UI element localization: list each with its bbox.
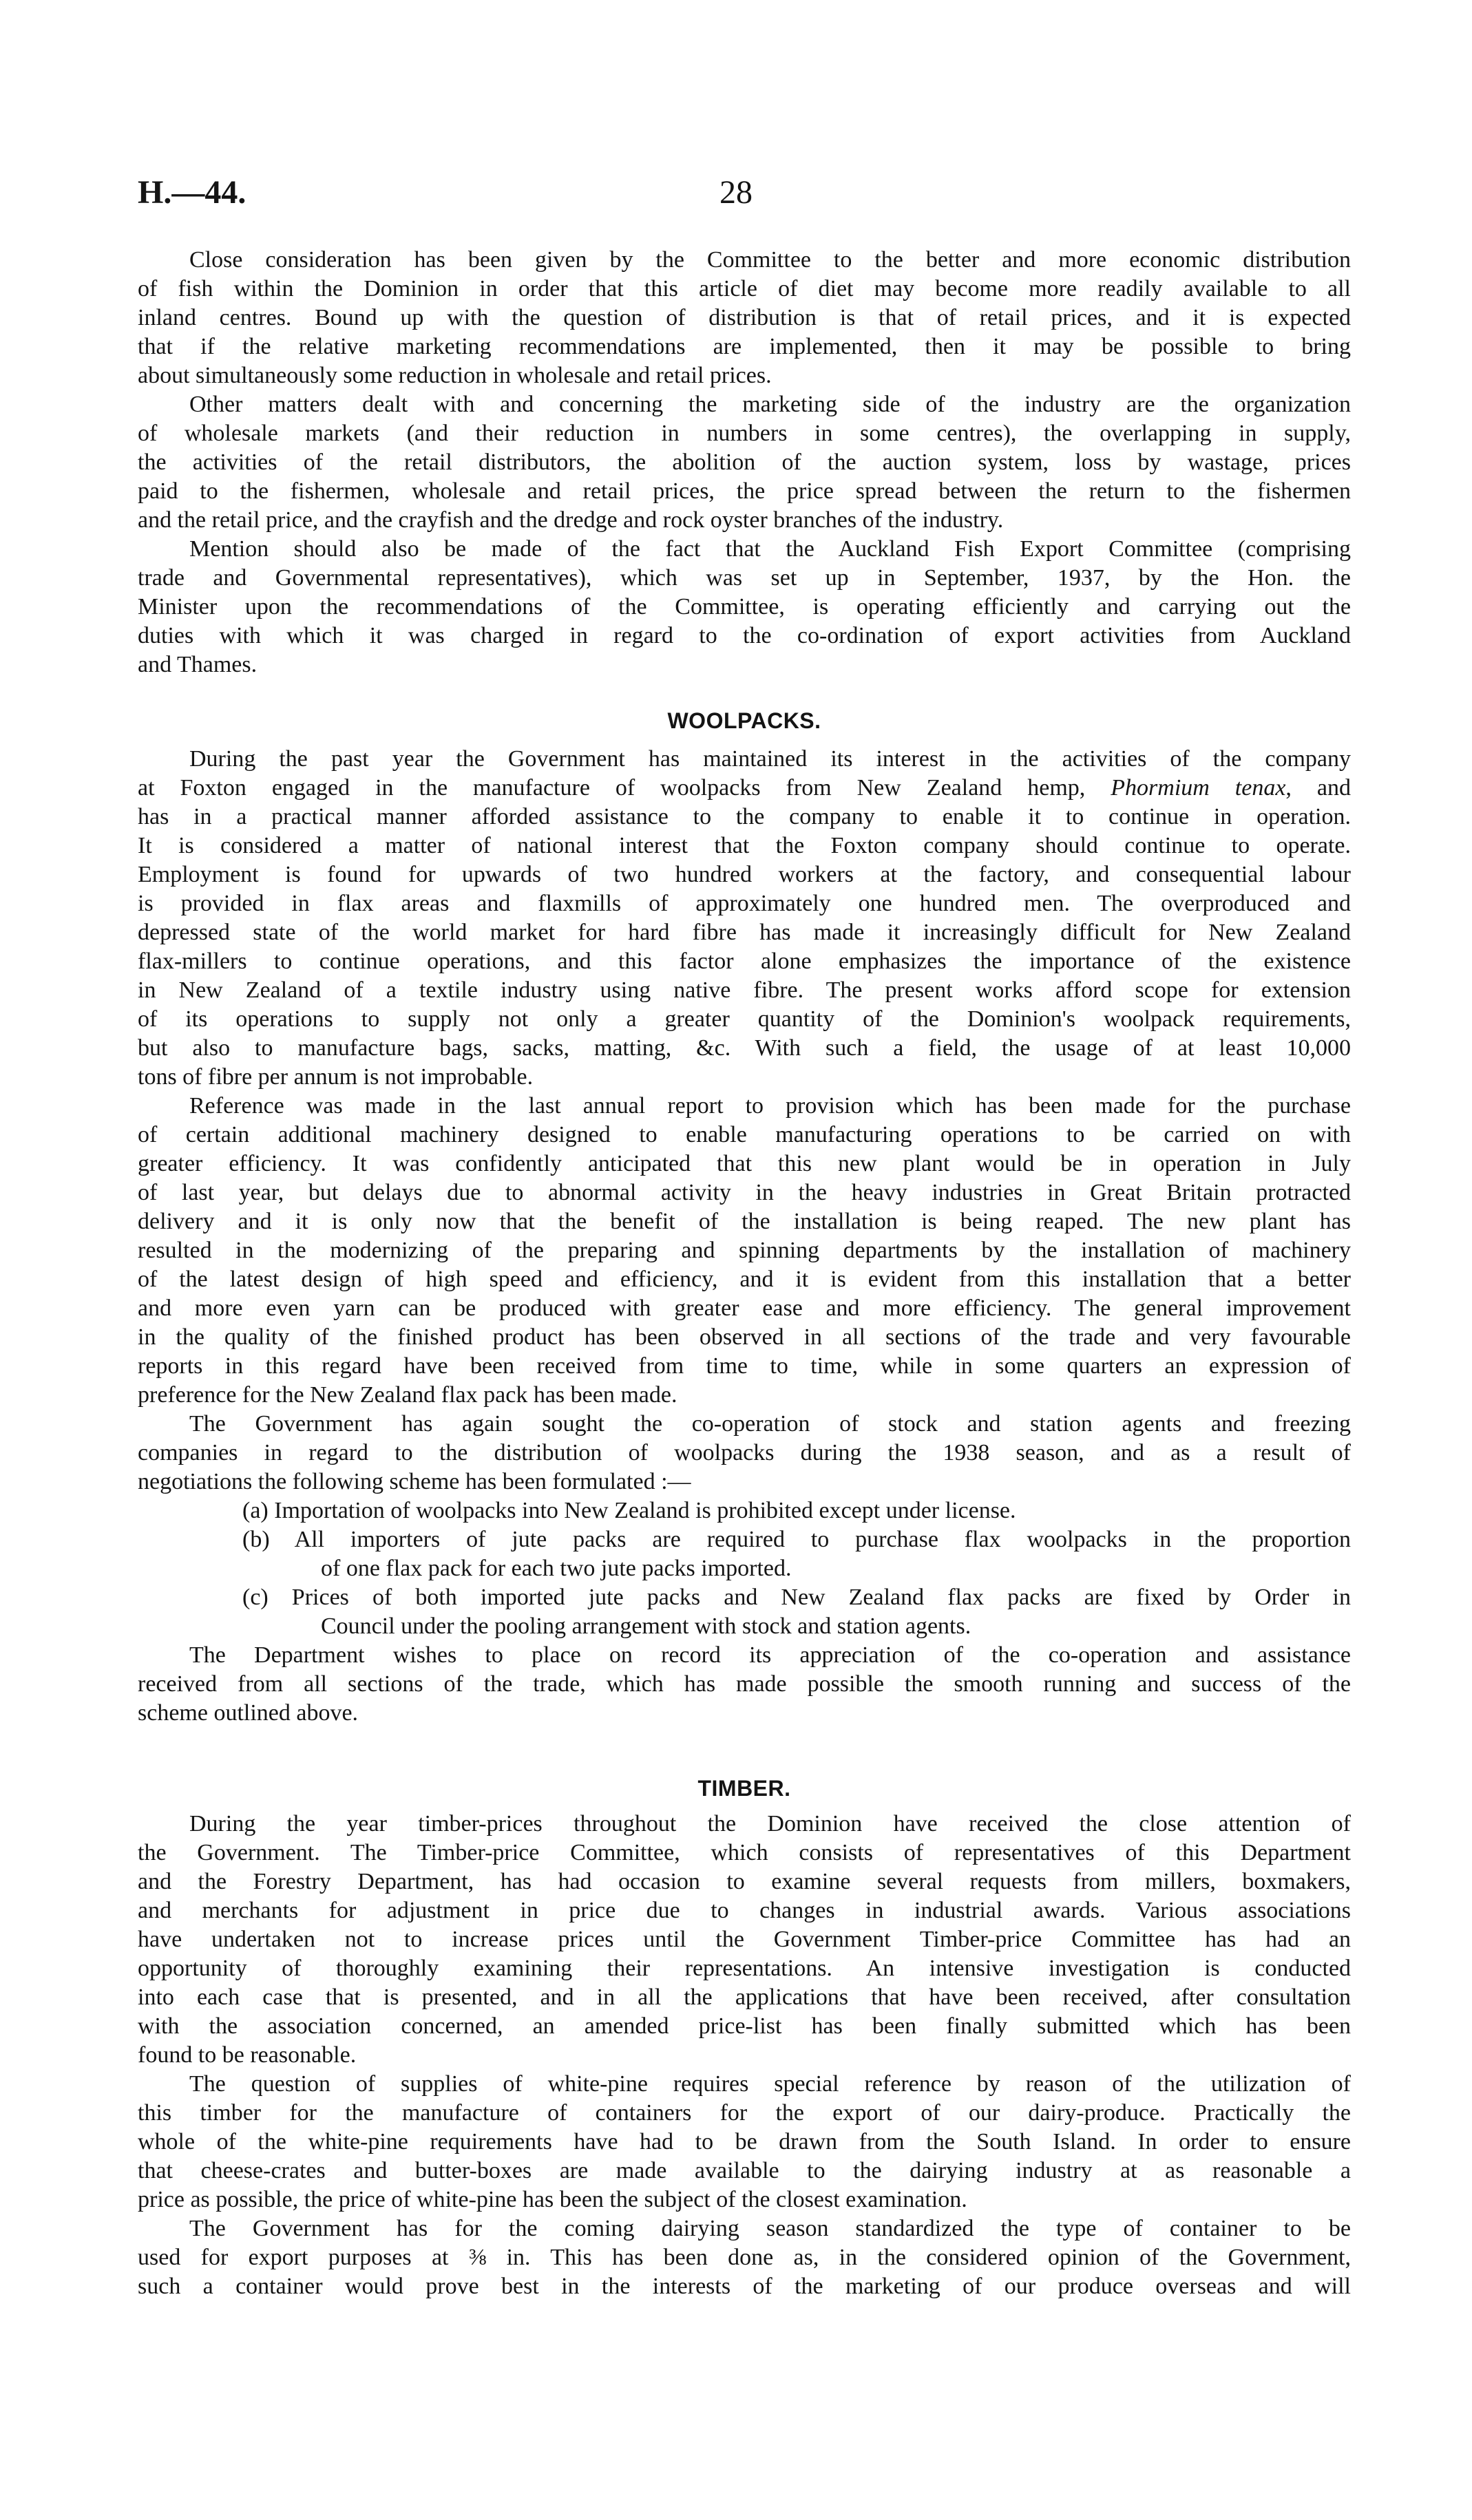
text-line: and merchants for adjustment in price due to changes in industrial awards. Various associations xyxy=(138,1898,1351,1923)
text-line: opportunity of thoroughly examining their representations. An intensive investigation is conducted xyxy=(138,1956,1351,1981)
text-line: inland centres. Bound up with the question of distribution is that of retail prices, and it is expected xyxy=(138,305,1351,330)
text-line: companies in regard to the distribution of woolpacks during the 1938 season, and as a result of xyxy=(138,1440,1351,1465)
section xyxy=(138,745,1351,1728)
text-line: The Government has for the coming dairying season standardized the type of container to be xyxy=(189,2216,1351,2241)
text-line: paid to the fishermen, wholesale and retail prices, the price spread between the return to the fishermen xyxy=(138,478,1351,504)
list-item xyxy=(138,1496,1351,1525)
text-line xyxy=(138,774,1351,803)
text-line: this timber for the manufacture of containers for the export of our dairy-produce. Practically the xyxy=(138,2100,1351,2126)
text-line: of its operations to supply not only a greater quantity of the Dominion's woolpack requirements, xyxy=(138,1006,1351,1032)
text-segment: at Foxton engaged in the manufacture of woolpacks from New Zealand hemp, xyxy=(138,775,1111,801)
text-line: Employment is found for upwards of two hundred workers at the factory, and consequential labour xyxy=(138,862,1351,887)
paragraph xyxy=(138,1810,1351,2070)
text-line: has in a practical manner afforded assistance to the company to enable it to continue in operation. xyxy=(138,804,1351,829)
text-line: and Thames. xyxy=(138,652,257,677)
text-line: flax-millers to continue operations, and this factor alone emphasizes the importance of the existence xyxy=(138,949,1351,974)
text-line: have undertaken not to increase prices until the Government Timber-price Committee has had an xyxy=(138,1927,1351,1952)
text-line: negotiations the following scheme has been formulated :— xyxy=(138,1469,691,1494)
paragraph xyxy=(138,390,1351,535)
text-line: Mention should also be made of the fact that the Auckland Fish Export Committee (comprising xyxy=(189,536,1351,562)
text-segment: , and xyxy=(1285,775,1351,801)
paragraph xyxy=(138,2070,1351,2214)
text-line: and the Forestry Department, has had occasion to examine several requests from millers, boxmakers, xyxy=(138,1869,1351,1894)
text-line: During the year timber-prices throughout the Dominion have received the close attention of xyxy=(189,1811,1351,1836)
text-line: of last year, but delays due to abnormal activity in the heavy industries in Great Britain protracted xyxy=(138,1180,1351,1205)
text-line: The Department wishes to place on record its appreciation of the co-operation and assistance xyxy=(189,1642,1351,1668)
text-line: but also to manufacture bags, sacks, matting, &c. With such a field, the usage of at least 10,000 xyxy=(138,1035,1351,1061)
text-line: Reference was made in the last annual report to provision which has been made for the purchase xyxy=(189,1093,1351,1119)
text-line: scheme outlined above. xyxy=(138,1700,359,1726)
page-number: 28 xyxy=(719,174,753,211)
text-line: of certain additional machinery designed to enable manufacturing operations to be carried on with xyxy=(138,1122,1351,1147)
text-line: Close consideration has been given by the Committee to the better and more economic distribution xyxy=(189,247,1351,273)
text-line: the Government. The Timber-price Committee, which consists of representatives of this Department xyxy=(138,1840,1351,1865)
text-line: of one flax pack for each two jute packs imported. xyxy=(321,1556,792,1581)
text-line: in the quality of the finished product has been observed in all sections of the trade and very favourable xyxy=(138,1324,1351,1350)
text-line: of the latest design of high speed and efficiency, and it is evident from this installation that a better xyxy=(138,1267,1351,1292)
text-line: It is considered a matter of national interest that the Foxton company should continue to operate. xyxy=(138,833,1351,858)
paragraph xyxy=(138,1410,1351,1496)
paragraph xyxy=(138,246,1351,390)
text-line: During the past year the Government has maintained its interest in the activities of the company xyxy=(189,746,1351,772)
text-line: (b) All importers of jute packs are required to purchase flax woolpacks in the proportion xyxy=(242,1527,1351,1552)
paragraph xyxy=(138,2214,1351,2301)
italic-text: Phormium tenax xyxy=(1111,775,1286,801)
text-line: of wholesale markets (and their reduction in numbers in some centres), the overlapping in supply, xyxy=(138,421,1351,446)
text-line: of fish within the Dominion in order that this article of diet may become more readily available to all xyxy=(138,276,1351,301)
text-line: Other matters dealt with and concerning the marketing side of the industry are the organization xyxy=(189,392,1351,417)
text-line: price as possible, the price of white-pine has been the subject of the closest examination. xyxy=(138,2187,967,2212)
text-line: with the association concerned, an amended price-list has been finally submitted which has been xyxy=(138,2013,1351,2039)
section xyxy=(138,1810,1351,2301)
text-line: Minister upon the recommendations of the Committee, is operating efficiently and carrying out the xyxy=(138,594,1351,620)
section-heading: WOOLPACKS. xyxy=(667,708,821,733)
text-line: that if the relative marketing recommendations are implemented, then it may be possible to bring xyxy=(138,334,1351,359)
paragraph xyxy=(138,535,1351,679)
text-line: delivery and it is only now that the benefit of the installation is being reaped. The new plant has xyxy=(138,1209,1351,1234)
text-line: (a) Importation of woolpacks into New Zealand is prohibited except under license. xyxy=(242,1498,1016,1523)
text-line: that cheese-crates and butter-boxes are made available to the dairying industry at as reasonable a xyxy=(138,2158,1351,2183)
text-line: reports in this regard have been received from time to time, while in some quarters an expression of xyxy=(138,1353,1351,1379)
text-line: received from all sections of the trade, which has made possible the smooth running and success of the xyxy=(138,1671,1351,1697)
text-line: Council under the pooling arrangement with stock and station agents. xyxy=(321,1613,971,1639)
text-line: The question of supplies of white-pine requires special reference by reason of the utilization of xyxy=(189,2071,1351,2097)
text-line: the activities of the retail distributors, the abolition of the auction system, loss by wastage, prices xyxy=(138,449,1351,475)
document-code: H.—44. xyxy=(138,174,246,211)
text-line: found to be reasonable. xyxy=(138,2042,357,2068)
text-line: into each case that is presented, and in all the applications that have been received, after consultation xyxy=(138,1984,1351,2010)
text-line: is provided in flax areas and flaxmills of approximately one hundred men. The overproduced and xyxy=(138,891,1351,916)
text-line: whole of the white-pine requirements have had to be drawn from the South Island. In order to ensure xyxy=(138,2129,1351,2154)
text-line: trade and Governmental representatives), which was set up in September, 1937, by the Hon. the xyxy=(138,565,1351,591)
paragraph xyxy=(138,1092,1351,1410)
text-line: duties with which it was charged in regard to the co-ordination of export activities from Auckland xyxy=(138,623,1351,648)
text-line: depressed state of the world market for hard fibre has made it increasingly difficult for New Zealand xyxy=(138,920,1351,945)
text-line: used for export purposes at ⅜ in. This has been done as, in the considered opinion of the Government, xyxy=(138,2245,1351,2270)
text-line: such a container would prove best in the interests of the marketing of our produce overseas and will xyxy=(138,2274,1351,2299)
list-item xyxy=(138,1525,1351,1583)
text-line: about simultaneously some reduction in wholesale and retail prices. xyxy=(138,363,772,388)
text-line: preference for the New Zealand flax pack has been made. xyxy=(138,1382,677,1408)
list-item xyxy=(138,1583,1351,1641)
text-line: resulted in the modernizing of the preparing and spinning departments by the installation of machinery xyxy=(138,1238,1351,1263)
text-line: in New Zealand of a textile industry using native fibre. The present works afford scope for extension xyxy=(138,977,1351,1003)
text-line: greater efficiency. It was confidently anticipated that this new plant would be in operation in July xyxy=(138,1151,1351,1176)
text-line: (c) Prices of both imported jute packs and New Zealand flax packs are fixed by Order in xyxy=(242,1585,1351,1610)
text-line: The Government has again sought the co-operation of stock and station agents and freezing xyxy=(189,1411,1351,1437)
paragraph xyxy=(138,745,1351,1092)
paragraph xyxy=(138,1641,1351,1728)
text-line: tons of fibre per annum is not improbable. xyxy=(138,1064,534,1090)
section xyxy=(138,246,1351,679)
text-line: and more even yarn can be produced with greater ease and more efficiency. The general improvement xyxy=(138,1295,1351,1321)
text-line: and the retail price, and the crayfish and the dredge and rock oyster branches of the industry. xyxy=(138,507,1004,533)
section-heading: TIMBER. xyxy=(697,1776,791,1801)
